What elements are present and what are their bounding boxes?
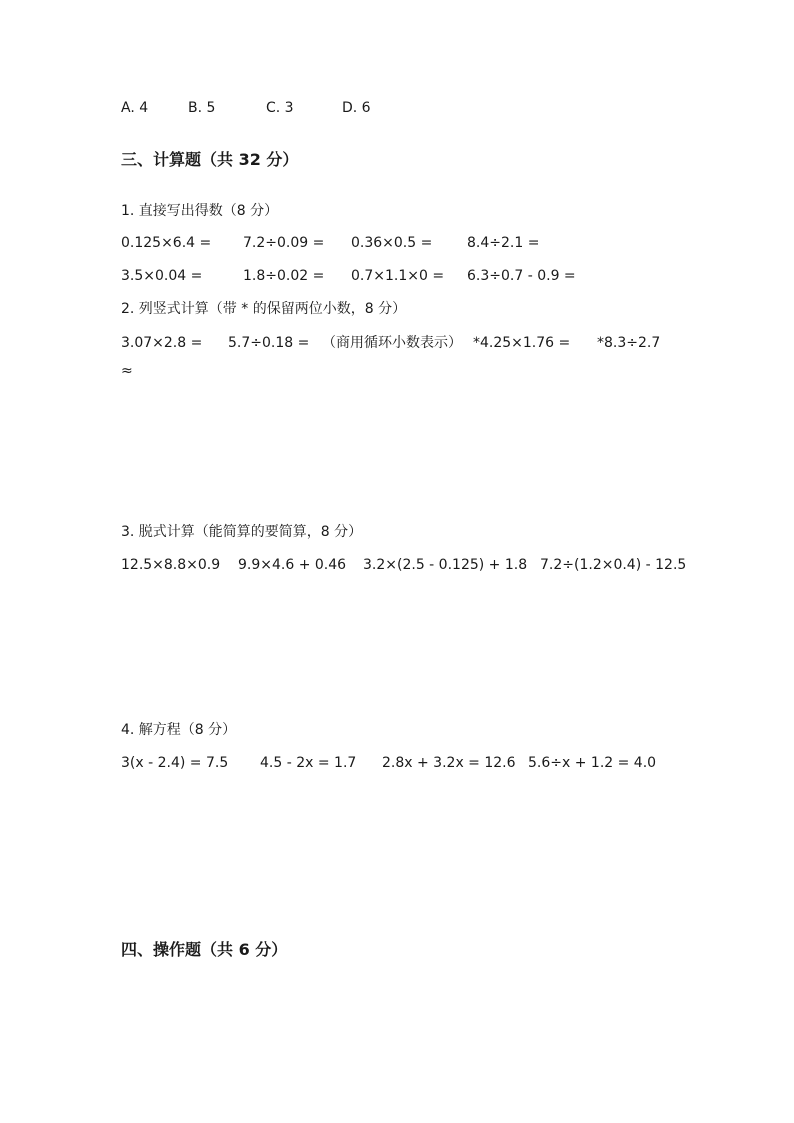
q1-row2-item1: 3.5×0.04 = [121, 268, 203, 284]
section-4-title: 四、操作题（共 6 分） [121, 940, 288, 959]
q3-item2: 9.9×4.6 + 0.46 [238, 557, 347, 573]
q3-item1: 12.5×8.8×0.9 [121, 557, 221, 573]
q2-title: 2. 列竖式计算（带 * 的保留两位小数，8 分） [121, 301, 407, 317]
q3-item4: 7.2÷(1.2×0.4) - 12.5 [540, 557, 687, 573]
q2-item1: 3.07×2.8 = [121, 335, 203, 351]
choice-b: B. 5 [188, 100, 216, 116]
q1-row2-item2: 1.8÷0.02 = [243, 268, 325, 284]
q1-row1-item1: 0.125×6.4 = [121, 235, 212, 251]
q1-row1-item3: 0.36×0.5 = [351, 235, 433, 251]
q2-continuation: ≈ [121, 363, 133, 379]
q1-row2-item3: 0.7×1.1×0 = [351, 268, 445, 284]
q4-title: 4. 解方程（8 分） [121, 722, 237, 738]
q1-row2-item4: 6.3÷0.7 - 0.9 = [467, 268, 576, 284]
q1-row1-item2: 7.2÷0.09 = [243, 235, 325, 251]
q2-item4: *4.25×1.76 = [473, 335, 571, 351]
q4-item1: 3(x - 2.4) = 7.5 [121, 755, 229, 771]
q3-item3: 3.2×(2.5 - 0.125) + 1.8 [363, 557, 528, 573]
q4-item2: 4.5 - 2x = 1.7 [260, 755, 357, 771]
section-3-title: 三、计算题（共 32 分） [121, 150, 299, 169]
q2-item2: 5.7÷0.18 = [228, 335, 310, 351]
q4-item3: 2.8x + 3.2x = 12.6 [382, 755, 516, 771]
q4-item4: 5.6÷x + 1.2 = 4.0 [528, 755, 657, 771]
q2-item5: *8.3÷2.7 [597, 335, 661, 351]
q3-title: 3. 脱式计算（能简算的要简算，8 分） [121, 524, 363, 540]
q1-title: 1. 直接写出得数（8 分） [121, 203, 279, 219]
q1-row1-item4: 8.4÷2.1 = [467, 235, 540, 251]
q2-item3-note: （商用循环小数表示） [322, 335, 462, 351]
choice-d: D. 6 [342, 100, 371, 116]
choice-c: C. 3 [266, 100, 294, 116]
choice-a: A. 4 [121, 100, 149, 116]
